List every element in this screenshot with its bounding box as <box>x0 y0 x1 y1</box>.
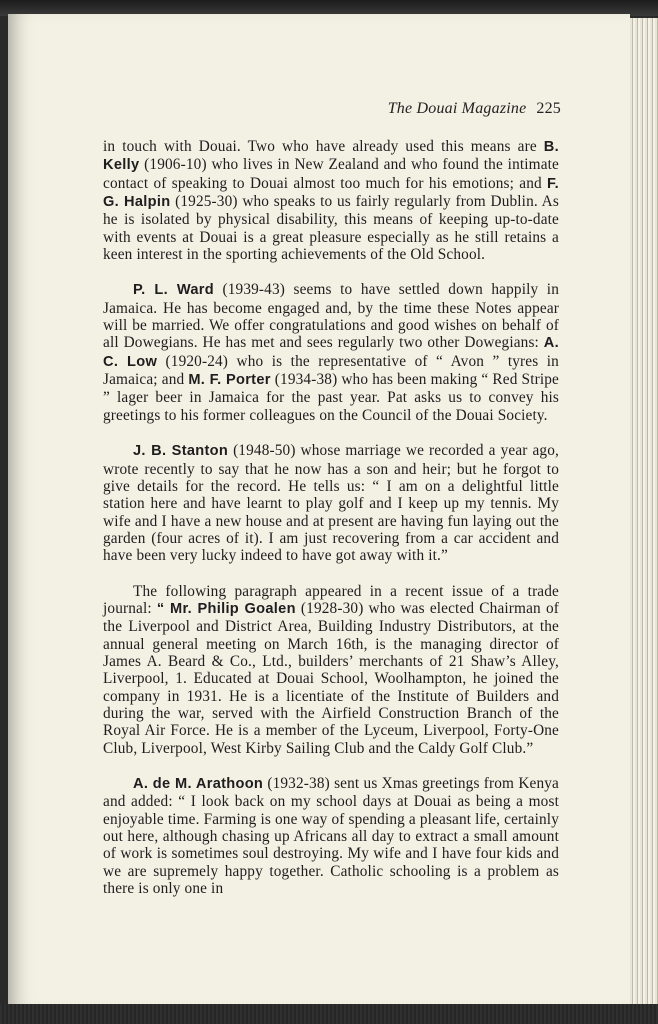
person-name: P. L. Ward <box>133 282 214 299</box>
paragraph <box>103 583 559 757</box>
page-number: 225 <box>536 100 561 117</box>
paragraph-text: (1920-24) who is the representative of “ Avon ” tyres in Jamaica; and <box>103 352 559 389</box>
paragraph <box>103 775 559 897</box>
running-header <box>388 100 561 118</box>
article-body <box>103 138 559 897</box>
paragraph-text: The following paragraph appeared in a recent issue of a trade journal: <box>103 582 559 617</box>
paragraph <box>103 281 559 424</box>
person-name: “ Mr. Philip Goalen <box>156 600 296 617</box>
paragraph-text: (1934-38) who has been making “ Red Stripe ” lager beer in Jamaica for the past year. Pat asks us to convey his greetings to his former colleagues on the Council of the Douai Society. <box>103 371 559 424</box>
person-name: F. G. Halpin <box>103 175 559 211</box>
paragraph-text: (1928-30) who was elected Chairman of the Liverpool and District Area, Building Industry Distributors, at the annual general meeting on March 16th, is the managing director of James A. Beard & Co., Ltd., builders’ merchants of 21 Shaw’s Alley, Liverpool, 1. Educated at Douai School, Woolhampton, he joined the company in 1931. He is a licentiate of the Institute of Builders and during the war, served with the Airfield Construction Branch of the Royal Air Force. He is a member of the Lyceum, Liverpool, Forty-One Club, Liverpool, West Kirby Sailing Club and the Caldy Golf Club.” <box>103 599 559 757</box>
paragraph-text: in touch with Douai. Two who have already used this means are <box>103 138 544 155</box>
paragraph-text: (1932-38) sent us Xmas greetings from Kenya and added: “ I look back on my school days at Douai as being a most enjoyable time. Farming is one way of spending a pleasant life, certainly out here, although chasing up Africans all day to extract a small amount of work is sometimes soul destroying. My wife and I have four kids and we are supremely happy together. Catholic schooling is a problem as there is only one in <box>103 775 559 898</box>
paragraph-text: (1925-30) who speaks to us fairly regularly from Dublin. As he is isolated by physical disability, this means of keeping up-to-date with events at Douai is a great pleasure especially as he still retains a keen interest in the sporting achievements of the Old School. <box>103 193 559 264</box>
paragraph-text: (1906-10) who lives in New Zealand and who found the intimate contact of speaking to Douai almost too much for his emotions; and <box>103 156 559 192</box>
paragraph <box>103 442 559 564</box>
paragraph-gap <box>103 565 559 583</box>
book-cover-bottom <box>0 1004 658 1024</box>
paragraph-gap <box>103 424 559 442</box>
person-name: M. F. Porter <box>188 372 271 389</box>
person-name: J. B. Stanton <box>133 443 229 460</box>
magazine-title: The Douai Magazine <box>387 100 527 117</box>
paragraph-text: (1948-50) whose marriage we recorded a year ago, wrote recently to say that he now has a son and heir; but he forgot to give details for the record. He tells us: “ I am on a delightful little station here and have learnt to play golf and I keep up my tennis. My wife and I have a new house and at present are having fun laying out the garden (four acres of it). I am just recovering from a car accident and have been very lucky indeed to have got away with it.” <box>103 442 559 565</box>
person-name: A. de M. Arathoon <box>133 776 264 792</box>
paragraph-gap <box>103 263 559 281</box>
person-name: B. Kelly <box>103 139 559 174</box>
paragraph <box>103 138 559 263</box>
person-name: A. C. Low <box>103 335 559 370</box>
page-edges <box>630 18 658 1006</box>
paragraph-text: (1939-43) seems to have settled down happily in Jamaica. He has become engaged and, by the time these Notes appear will be married. We offer congratulations and good wishes on behalf of all Dowegians. He has met and sees regularly two other Dowegians: <box>103 281 559 352</box>
paragraph-gap <box>103 757 559 775</box>
